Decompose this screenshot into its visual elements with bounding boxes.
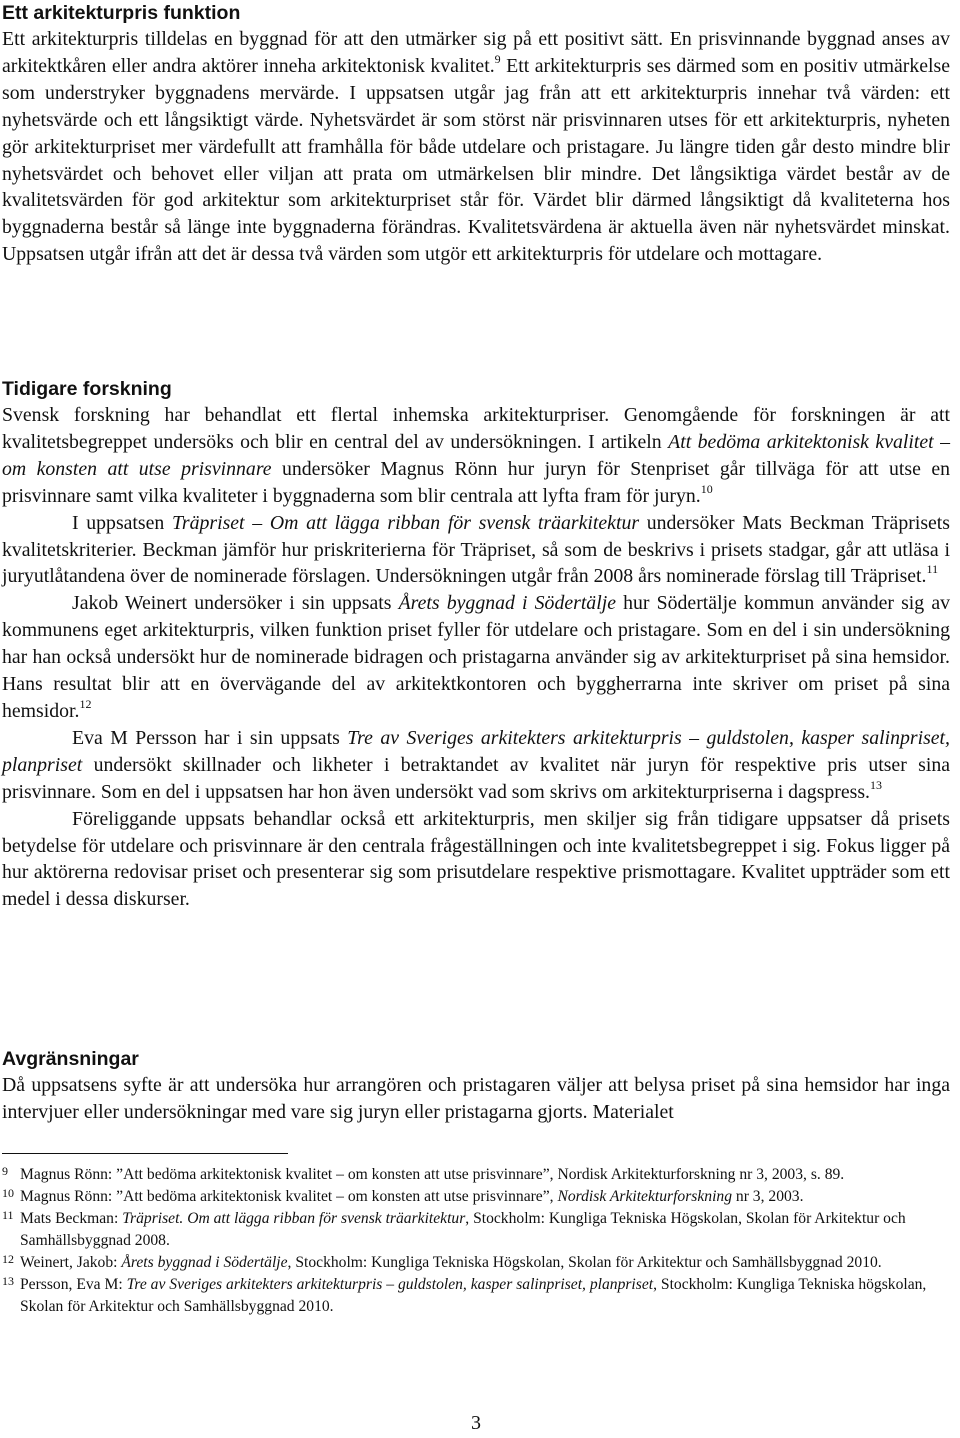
text-run: Magnus Rönn: ”Att bedöma arkitektonisk kvalitet – om konsten att utse prisvinnare”, (20, 1188, 558, 1205)
page-number: 3 (471, 1412, 481, 1434)
footnote-ref: 12 (79, 696, 92, 711)
text-run: Jakob Weinert undersöker i sin uppsats (72, 592, 399, 615)
footnote-ref: 10 (700, 481, 713, 496)
text-run: Ett arkitekturpris ses därmed som en positiv utmärkelse som understryker byggnadens mervärde. I uppsatsen utgår jag från att ett arkitekturpris innehar två värden: ett nyhetsvärde och ett långsiktigt värde. Nyhetsvärdet är som störst när prisvinnaren utses för ett arkitekturpris, nyheten gör arkitekturpriset mer värdefullt att framhålla för både utdelare och pristagare. Ju längre tiden går desto mindre blir nyhetsvärdet och behovet eller viljan att prata om utmärkelsen blir mindre. Det långsiktiga värdet består av de kvalitetsvärden för god arkitektur som arkitekturpriset står för. Värdet blir därmed långsiktigt då kvaliteterna hos byggnaderna består så länge inte byggnaderna förändras. Kvalitetsvärdena är aktuella även när nyhetsvärdet minskat. Uppsatsen utgår ifrån att det är dessa två värden som utgör ett arkitekturpris för utdelare och mottagare. (2, 54, 951, 266)
footnote: 11 Mats Beckman: Träpriset. Om att lägga ribban för svensk träarkitektur, Stockholm: Kungliga Tekniska Högskolan, Skolan för Arkitektur och Samhällsbyggnad 2008. (2, 1208, 906, 1249)
text-run: hur Södertälje kommun använder sig av kommunens eget arkitekturpris, vilken funktion priset fyller för utdelare och pristagare. Som en del i sin undersökning har han också undersökt hur de nominerade bidragen och pristagarna använder sig av arkitekturpriset på sina hemsidor. Hans resultat blir att en övervägande del av arkitektkontoren och byggherrarna inte skriver om priset på sina hemsidor. (2, 592, 950, 722)
text-run: undersöker Mats Beckman Träprisets kvalitetskriterier. Beckman jämför hur priskriterierna för Träpriset, så som de beskrivs i prisets stadgar, går att utläsa i juryutlåtandena över de nominerade förslagen. Undersökningen utgår från 2008 års nominerade förslag till Träpriset. (2, 511, 950, 588)
text-run: , Stockholm: Kungliga Tekniska Högskolan, Skolan för Arkitektur och Samhällsbyggnad 2010. (287, 1254, 882, 1271)
section-body (2, 402, 950, 913)
text-run: Ett arkitekturpris tilldelas en byggnad för att den utmärker sig på ett positivt sätt. En prisvinnande byggnad anses av arkitektkåren eller andra aktörer inneha arkitektonisk kvalitet. (2, 28, 950, 77)
text-run: Mats Beckman: (20, 1210, 123, 1227)
paragraph: Då uppsatsens syfte är att undersöka hur arrangören och pristagaren väljer att belysa priset på sina hemsidor har inga intervjuer eller undersökningar med vare sig juryn eller pristagarna gjorts. Materialet (2, 1074, 950, 1123)
text-run: I uppsatsen (72, 511, 172, 534)
paragraph (2, 590, 950, 725)
footnote-separator (2, 1153, 288, 1154)
footnote-ref: 11 (926, 562, 939, 577)
footnote-ref: 9 (494, 51, 501, 66)
italic-title: Tre av Sveriges arkitekters arkitekturpris – guldstolen, kasper salinpriset, planpriset (126, 1276, 654, 1293)
footnote: 10 Magnus Rönn: ”Att bedöma arkitektonisk kvalitet – om konsten att utse prisvinnare”, Nordisk Arkitekturforskning nr 3, 2003. (2, 1186, 804, 1205)
paragraph: Föreliggande uppsats behandlar också ett arkitekturpris, men skiljer sig från tidigare uppsatser då prisets betydelse för utdelare och prisvinnare är den centrala frågeställningen och inte kvalitetsbegreppet i sig. Fokus ligger på hur aktörerna redovisar priset och presenterar sig som prisutdelare respektive prismottagare. Kvalitet uppträder som ett medel i dessa diskurser. (2, 807, 950, 911)
text-run: , Stockholm: Kungliga Tekniska Högskolan, Skolan för Arkitektur och Samhällsbyggnad 2008. (20, 1210, 906, 1249)
section-body (2, 1072, 950, 1126)
italic-title: Tre av Sveriges arkitekters arkitekturpris – guldstolen, kasper salinpriset, planpriset (2, 726, 950, 776)
section-heading: Ett arkitekturpris funktion (2, 2, 241, 24)
paragraph (2, 402, 950, 510)
section-heading: Tidigare forskning (2, 378, 172, 400)
text-run: undersöker Magnus Rönn hur juryn för Stenpriset går tillväga för att utse en prisvinnare samt vilka kvaliteter i byggnaderna som blir centrala att lyfta fram för juryn. (2, 457, 950, 507)
paragraph (2, 725, 950, 806)
text-run: nr 3, 2003. (732, 1188, 804, 1205)
paragraph (2, 510, 950, 591)
italic-title: Nordisk Arkitekturforskning (557, 1188, 733, 1205)
footnote: 9 Magnus Rönn: ”Att bedöma arkitektonisk kvalitet – om konsten att utse prisvinnare”, Nordisk Arkitekturforskning nr 3, 2003, s. 89. (2, 1164, 845, 1183)
italic-title: Träpriset. Om att lägga ribban för svensk träarkitektur (122, 1210, 466, 1227)
paragraph (2, 26, 950, 268)
section-avgransningar (2, 1046, 950, 1126)
text-run: Weinert, Jakob: (20, 1254, 122, 1271)
italic-title: Årets byggnad i Södertälje (121, 1254, 288, 1271)
italic-title: Att bedöma arkitektonisk kvalitet – om konsten att utse prisvinnare (2, 430, 950, 480)
text-run: undersökt skillnader och likheter i betraktandet av kvalitet när juryn för respektive pris utser sina prisvinnare. Som en del i uppsatsen har hon även undersökt vad som skrivs om arkitekturpriserna i dagspress. (2, 753, 950, 803)
footnotes (2, 1164, 950, 1318)
text-run: Eva M Persson har i sin uppsats (72, 726, 348, 749)
section-body (2, 26, 950, 268)
text-run: Svensk forskning har behandlat ett flertal inhemska arkitekturpriser. Genomgående för forskningen är att kvalitetsbegreppet undersöks och blir en central del av undersökningen. I artikeln (2, 404, 950, 453)
section-heading: Avgränsningar (2, 1048, 139, 1070)
section-arkitekturpris-funktion (2, 0, 950, 268)
footnote: 12 Weinert, Jakob: Årets byggnad i Södertälje, Stockholm: Kungliga Tekniska Högskolan, Skolan för Arkitektur och Samhällsbyggnad 2010. (2, 1252, 882, 1271)
italic-title: Träpriset – Om att lägga ribban för svensk träarkitektur (171, 511, 640, 534)
text-run: Persson, Eva M: (20, 1276, 127, 1293)
italic-title: Årets byggnad i Södertälje (398, 592, 616, 615)
text-run: , Stockholm: Kungliga Tekniska högskolan, Skolan för Arkitektur och Samhällsbyggnad 2010. (20, 1276, 927, 1315)
section-tidigare-forskning (2, 376, 950, 913)
footnote-ref: 13 (870, 777, 882, 792)
text-run: Magnus Rönn: ”Att bedöma arkitektonisk kvalitet – om konsten att utse prisvinnare”, Nordisk Arkitekturforskning nr 3, 2003, s. 89. (20, 1166, 845, 1183)
footnote: 13 Persson, Eva M: Tre av Sveriges arkitekters arkitekturpris – guldstolen, kasper salinpriset, planpriset, Stockholm: Kungliga Tekniska högskolan, Skolan för Arkitektur och Samhällsbyggnad 2010. (2, 1274, 927, 1315)
